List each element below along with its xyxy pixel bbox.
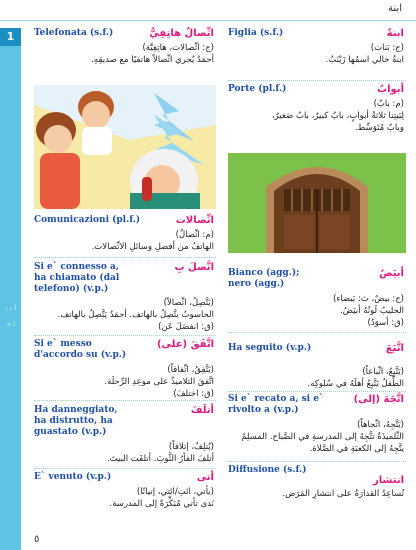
entry-english: Figlia (s.f.) <box>228 28 284 38</box>
entry-line: (يَتَّبِعُ، اتِّباعاً) <box>362 367 404 377</box>
entry-arabic: اتَّفَقَ (على) <box>156 339 214 350</box>
door-illustration <box>228 153 406 253</box>
divider <box>34 335 216 336</box>
entry-line: (يَتَّفِقُ، اتِّفاقاً) <box>167 365 214 375</box>
entry-line: لِبَيتِنا ثلاثةُ أبوابٍ، بابٌ كبيرٌ، بابٌ صَغيرٌ، <box>271 111 404 121</box>
entry-line: الطِّفلُ يَتَّبِعُ أهلَهُ في سُلوكِه. <box>307 379 404 389</box>
entry-line: (ج: بيضٌ، ث: بَيضاء) <box>333 294 404 304</box>
divider <box>34 400 216 401</box>
entry-arabic: اتَّصلَ بِ <box>174 262 214 273</box>
entry-arabic: أتى <box>196 472 214 483</box>
divider <box>34 257 216 258</box>
entry-english: Bianco (agg.); nero (agg.) <box>228 268 300 289</box>
section-tab: 1 <box>0 28 21 46</box>
entry-line: (يَتَّجِهُ، اتِّجاهاً) <box>357 420 404 430</box>
entry-english: Si e` recato a, si e` rivolto a (v.p.) <box>228 394 324 415</box>
page-number: ٥ <box>34 534 40 545</box>
divider <box>228 461 406 462</box>
entry-arabic: اتِّصالٌ هاتِفِيٌّ <box>149 28 214 39</box>
header-word: ابنة <box>388 3 402 14</box>
entry-line: (ج: اتِّصالات، هاتِفِيَّة) <box>142 43 214 53</box>
entry-line: وبابٌ مُتَوَسِّط. <box>354 123 404 133</box>
entry-english: Si e` connesso a, ha chiamato (dal telefono) (v.p.) <box>34 262 120 294</box>
entry-line: (يُتلِفُ، إتلافاً) <box>168 442 214 452</box>
phone-call-illustration <box>34 85 216 209</box>
entry-line: أتلفَ الفأرُ الثَّوبَ. أتلفَت البيتَ. <box>106 454 214 464</box>
divider <box>228 391 406 392</box>
entry-english: E` venuto (v.p.) <box>34 472 112 482</box>
entry-line: (يأتي، ائتِ/ائتي، إتيانًا) <box>136 487 214 497</box>
divider <box>228 80 406 81</box>
entry-line: تُساعِدُ القذارَةُ على انتشارِ المَرَض. <box>282 489 404 499</box>
entry-arabic: انتشار <box>373 475 404 486</box>
entry-line: التِّلميذَةُ تتَّجِهُ إلى المدرسةِ في الصَّباح. المسلِمُ <box>241 432 404 442</box>
entry-arabic: أبيَضُ <box>379 268 404 279</box>
divider <box>34 468 216 469</box>
entry-arabic: اتِّصالات <box>175 215 214 226</box>
entry-english: Telefonata (s.f.) <box>34 28 114 38</box>
entry-arabic: ابنةٌ <box>386 28 404 39</box>
side-strip <box>0 28 21 550</box>
entry-english: Porte (pl.f.) <box>228 84 287 94</box>
divider <box>228 332 406 333</box>
entry-line: (ج: بَنات) <box>370 43 404 53</box>
entry-line: الحاسوبُ يتَّصِلُ بالهاتف. أحمَدُ يَتَّصِلُ بالهاتف. <box>57 310 214 320</box>
entry-line: الهاتفُ من أفضلِ وسائلِ الاتِّصالات. <box>91 242 214 252</box>
entry-arabic: اتَّبَعَ <box>385 343 404 354</box>
entry-line: (ق: انفصَلَ عَن) <box>158 322 214 332</box>
phone-call-image <box>34 85 216 209</box>
entry-line: (ق: أسوَدُ) <box>367 318 404 328</box>
side-letters: ﺍ ﺑ ﺗ ﺛ ﺟ <box>5 304 17 328</box>
entry-line: يتَّجِهُ إلى الكعبَةِ في الصَّلاة. <box>309 444 404 454</box>
door-image <box>228 153 406 253</box>
entry-english: Comunicazioni (pl.f.) <box>34 215 141 225</box>
entry-english: Diffusione (s.f.) <box>228 465 307 475</box>
entry-english: Ha seguito (v.p.) <box>228 343 312 353</box>
entry-arabic: أبوابٌ <box>377 84 404 95</box>
entry-line: الحليبُ لَونُهُ أبيَضُ. <box>340 306 404 316</box>
entry-line: نَدى تأتي مُبَكِّرَةً إلى المدرسة. <box>109 499 214 509</box>
entry-english: Ha danneggiato, ha distrutto, ha guastato (v.p.) <box>34 405 118 437</box>
entry-line: (ق: اختلفَ) <box>173 389 214 399</box>
entry-line: ابنةُ خالي اسمُها زَيْنَبُ. <box>325 55 404 65</box>
entry-line: أحمَدُ يُجري اتِّصالاً هاتفيًا مع صديقِهِ. <box>91 55 214 65</box>
page-header <box>0 0 416 21</box>
entry-line: (يَتَّصِلُ، اتِّصالاً) <box>163 298 214 308</box>
entry-arabic: أتلَفَ <box>190 405 214 416</box>
entry-english: Si e` messo d'accordo su (v.p.) <box>34 339 127 360</box>
entry-line: (م: بابٌ) <box>373 99 404 109</box>
entry-arabic: اتَّجَهَ (إلى) <box>353 394 404 405</box>
entry-line: (م: اتِّصالٌ) <box>175 230 214 240</box>
entry-line: اتَّفقَ التلاميذُ على موعِدِ الرِّحلَة. <box>104 377 214 387</box>
